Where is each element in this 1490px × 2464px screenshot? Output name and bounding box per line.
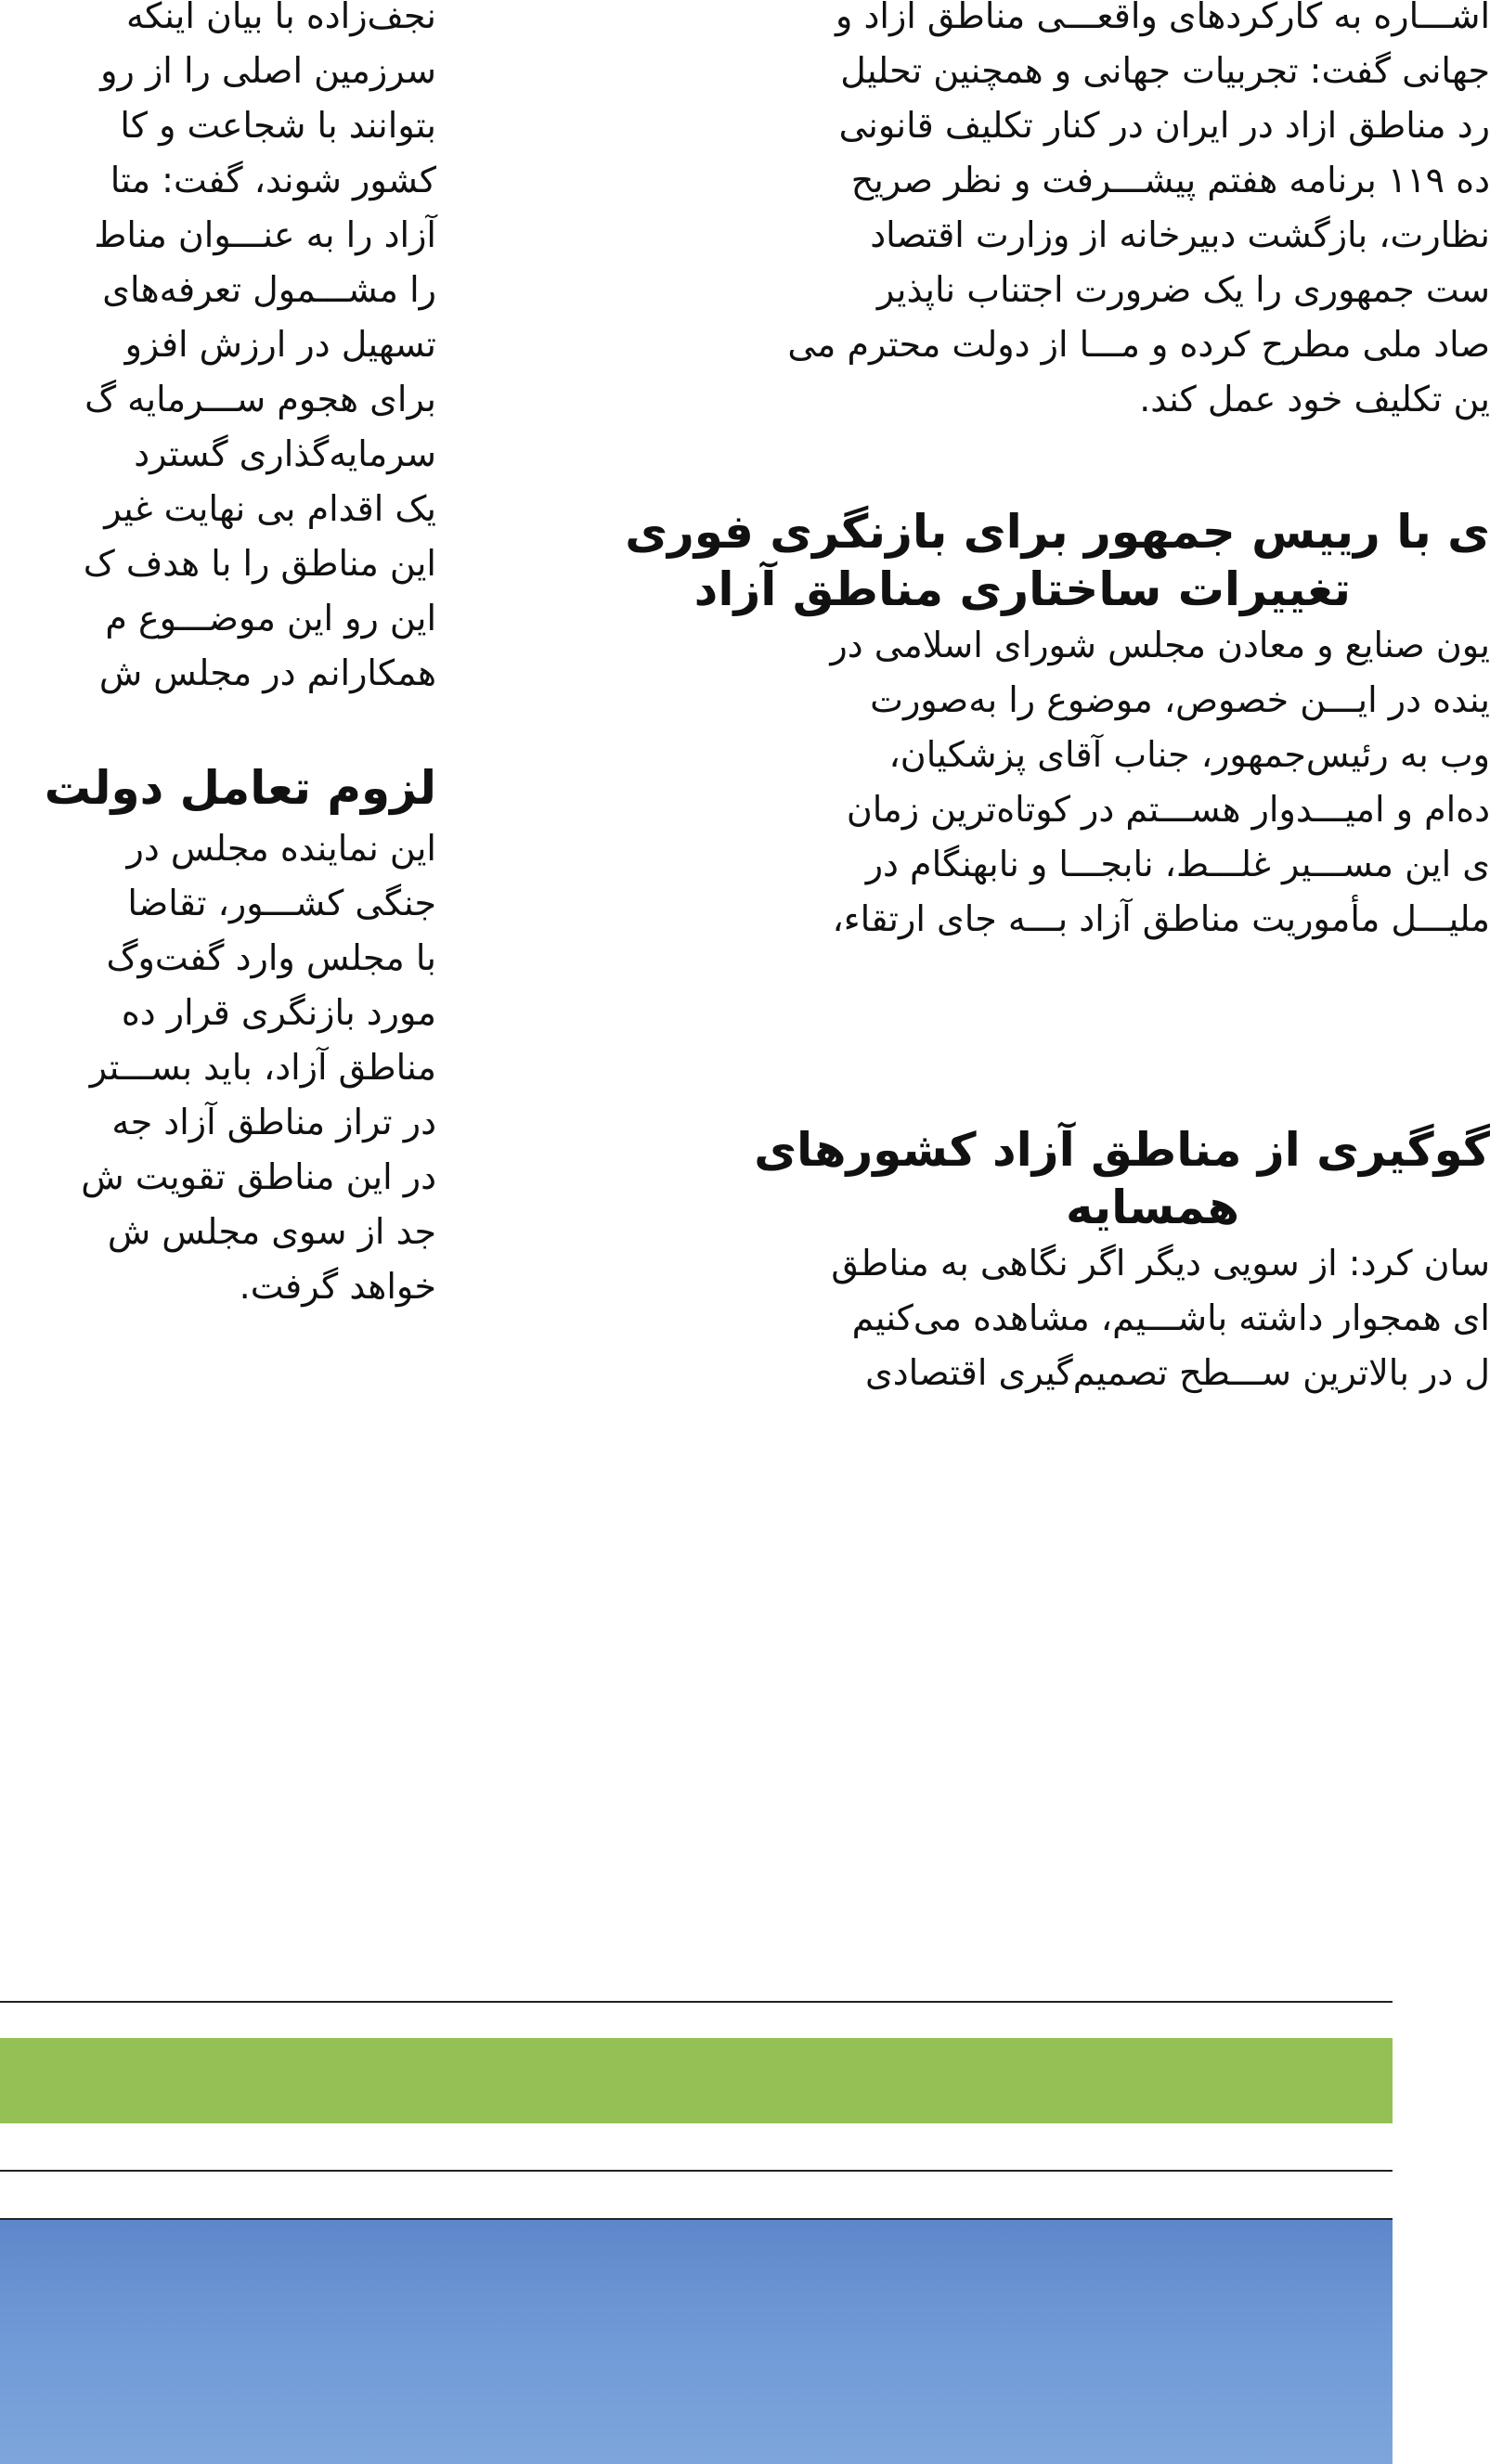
right-paragraph-2-line: ده‌ام و امیـــدوار هســـتم در کوتاه‌ترین زمان xyxy=(846,789,1490,830)
left-paragraph-1-line: کشور شوند، گفت: متا xyxy=(110,160,436,200)
right-paragraph-1-line: نظارت، بازگشت دبیرخانه از وزارت اقتصاد xyxy=(870,214,1490,255)
left-paragraph-2-line: مناطق آزاد، باید بســـتر xyxy=(89,1047,436,1088)
right-heading-2-line-2: همسایه xyxy=(1066,1180,1239,1234)
middle-rule xyxy=(0,2170,1393,2172)
right-paragraph-3-line: سان کرد: از سویی دیگر اگر نگاهی به مناطق xyxy=(831,1243,1490,1284)
right-paragraph-2-line: ی این مســـیر غلـــط، نابجـــا و نابهنگام در xyxy=(865,844,1490,884)
left-paragraph-1-line: سرزمین اصلی را از رو xyxy=(100,50,436,91)
right-paragraph-2-line: ینده در ایـــن خصوص، موضوع را به‌صورت xyxy=(870,679,1490,720)
right-heading-2-line-1: گوگیری از مناطق آزاد کشورهای xyxy=(754,1123,1490,1177)
left-paragraph-2-line: با مجلس وارد گفت‌وگ xyxy=(106,937,436,978)
right-paragraph-1-line: جهانی گفت: تجربیات جهانی و همچنین تحلیل xyxy=(840,50,1490,91)
left-paragraph-1-line: سرمایه‌گذاری گسترد xyxy=(134,433,436,474)
right-paragraph-1-line: صاد ملی مطرح کرده و مـــا از دولت محترم می xyxy=(787,324,1490,365)
green-band xyxy=(0,2038,1393,2123)
left-paragraph-2-line: جنگی کشـــور، تقاضا xyxy=(127,883,436,923)
left-paragraph-2-line: در تراز مناطق آزاد جه xyxy=(111,1102,436,1142)
right-paragraph-2-line: ملیـــل مأموریت مناطق آزاد بـــه جای ارتقاء، xyxy=(832,898,1490,939)
left-paragraph-1-line: همکارانم در مجلس ش xyxy=(98,652,436,693)
left-paragraph-1-line: بتوانند با شجاعت و کا xyxy=(120,105,436,146)
left-paragraph-2-line: این نماینده مجلس در xyxy=(126,828,436,869)
right-paragraph-1-line: ین تکلیف خود عمل کند. xyxy=(1139,379,1490,419)
left-paragraph-1-line: تسهیل در ارزش افزو xyxy=(124,324,436,365)
left-paragraph-2-line: جد از سوی مجلس ش xyxy=(107,1211,436,1252)
right-heading-1-line-2: تغییرات ساختاری مناطق آزاد xyxy=(693,562,1351,616)
right-paragraph-2-line: یون صنایع و معادن مجلس شورای اسلامی در xyxy=(830,625,1490,665)
left-paragraph-1-line: این مناطق را با هدف ک xyxy=(83,543,436,584)
right-paragraph-3-line: ای همجوار داشته باشـــیم، مشاهده می‌کنیم xyxy=(851,1297,1490,1338)
left-column xyxy=(0,0,436,1314)
right-paragraph-2-line: وب به رئیس‌جمهور، جناب آقای پزشکیان، xyxy=(888,734,1490,775)
right-paragraph-1-line: اشـــاره به کارکردهای واقعـــی مناطق ازاد و xyxy=(836,0,1490,36)
left-paragraph-1-line: نجف‌زاده با بیان اینکه xyxy=(125,0,436,36)
right-paragraph-1-line: ست جمهوری را یک ضرورت اجتناب ناپذیر xyxy=(876,269,1490,310)
left-paragraph-2-line: مورد بازنگری قرار ده xyxy=(121,992,436,1033)
right-heading-1-line-1: ی با رییس جمهور برای بازنگری فوری xyxy=(625,505,1490,559)
right-paragraph-1-line: رد مناطق ازاد در ایران در کنار تکلیف قانونی xyxy=(838,105,1490,146)
right-column xyxy=(515,0,1490,1400)
right-paragraph-3-line: ل در بالاترین ســـطح تصمیم‌گیری اقتصادی xyxy=(865,1352,1490,1393)
left-paragraph-2-line: در این مناطق تقویت ش xyxy=(81,1156,436,1197)
right-paragraph-1-line: ده ۱۱۹ برنامه هفتم پیشـــرفت و نظر صریح xyxy=(850,160,1490,200)
left-paragraph-1-line: یک اقدام بی نهایت غیر xyxy=(104,488,436,529)
sky-image xyxy=(0,2220,1393,2464)
left-paragraph-2-line: خواهد گرفت. xyxy=(239,1266,436,1307)
left-heading: لزوم تعامل دولت xyxy=(44,761,436,815)
top-rule xyxy=(0,2001,1393,2003)
left-paragraph-1-line: این رو این موضـــوع م xyxy=(105,598,436,639)
left-paragraph-1-line: برای هجوم ســـرمایه گ xyxy=(84,379,436,419)
left-paragraph-1-line: آزاد را به عنـــوان مناط xyxy=(94,214,436,255)
left-paragraph-1-line: را مشـــمول تعرفه‌های xyxy=(102,269,436,310)
